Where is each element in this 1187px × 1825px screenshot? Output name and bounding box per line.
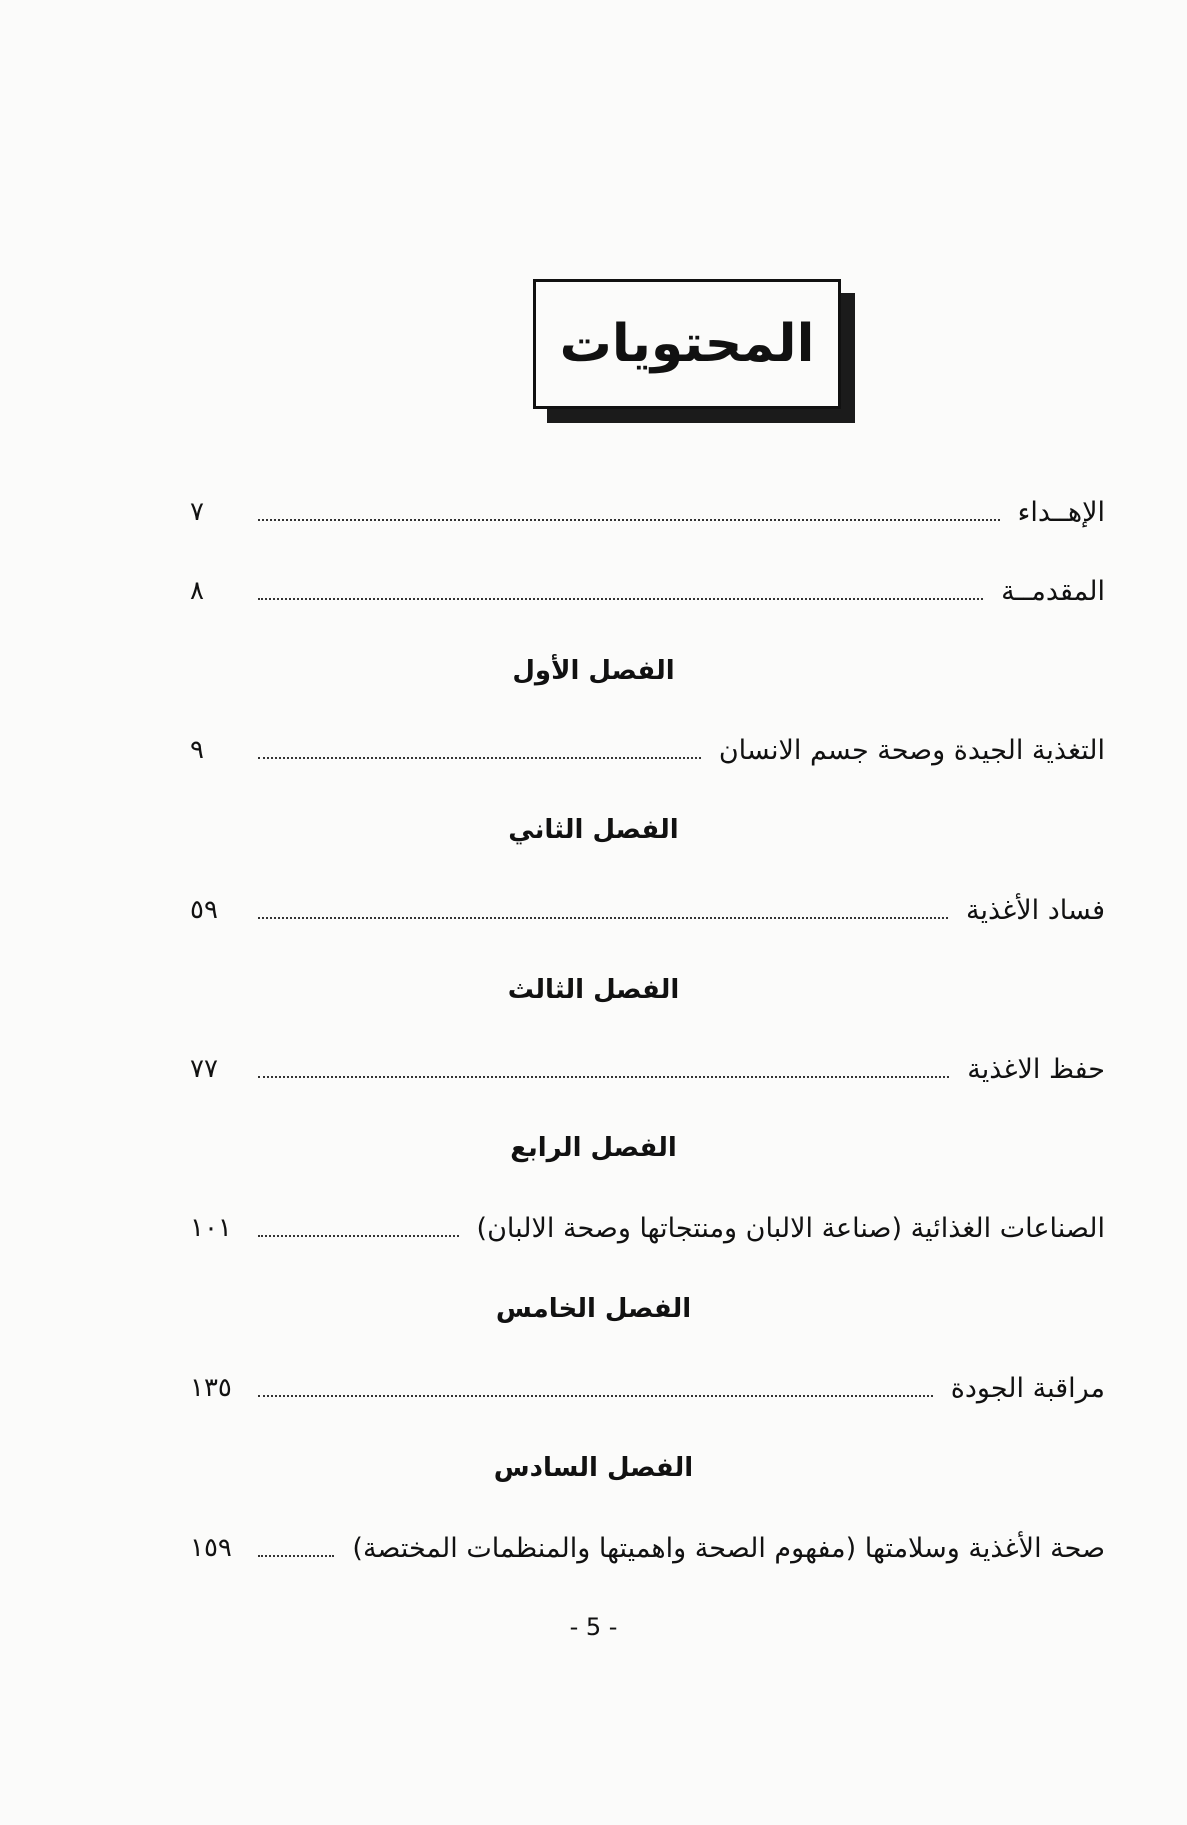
toc-entry-page: ٧	[190, 497, 204, 527]
toc-entry-chapter-4[interactable]	[190, 1203, 1105, 1253]
toc-dot-leader	[258, 917, 948, 919]
toc-entry-page: ١٣٥	[190, 1373, 232, 1403]
chapter-heading-2: الفصل الثاني	[508, 815, 679, 845]
toc-entry-title: الصناعات الغذائية (صناعة الالبان ومنتجاتها وصحة الالبان)	[476, 1212, 1105, 1244]
toc-entry-title: التغذية الجيدة وصحة جسم الانسان	[718, 734, 1105, 766]
toc-entry-chapter-1[interactable]	[190, 725, 1105, 775]
toc-entry-chapter-5[interactable]	[190, 1363, 1105, 1413]
chapter-heading-1: الفصل الأول	[512, 656, 675, 686]
contents-title-box	[533, 279, 841, 409]
toc-entry-title: صحة الأغذية وسلامتها (مفهوم الصحة واهميتها والمنظمات المختصة)	[352, 1532, 1105, 1564]
toc-entry-chapter-2[interactable]	[190, 885, 1105, 935]
toc-entry-title: فساد الأغذية	[965, 894, 1105, 926]
toc-dot-leader	[258, 1076, 949, 1078]
toc-dot-leader	[258, 757, 701, 759]
toc-dot-leader	[258, 598, 983, 600]
toc-entry-page: ٨	[190, 576, 204, 606]
toc-entry-title: المقدمــة	[1001, 575, 1105, 607]
toc-entry-title: حفظ الاغذية	[967, 1053, 1105, 1085]
toc-dot-leader	[258, 519, 1000, 521]
toc-entry-page: ٩	[190, 735, 204, 765]
page-number: - 5 -	[569, 1613, 618, 1641]
toc-entry-introduction[interactable]	[190, 566, 1105, 616]
chapter-heading-3: الفصل الثالث	[507, 975, 680, 1005]
toc-dot-leader	[258, 1235, 459, 1237]
toc-entry-chapter-3[interactable]	[190, 1044, 1105, 1094]
toc-entry-page: ١٠١	[190, 1213, 232, 1243]
toc-entry-title: الإهــداء	[1017, 496, 1105, 528]
toc-dot-leader	[258, 1395, 933, 1397]
toc-entry-chapter-6[interactable]	[190, 1523, 1105, 1573]
page-title: المحتويات	[559, 314, 815, 374]
toc-entry-title: مراقبة الجودة	[950, 1372, 1105, 1404]
toc-entry-dedication[interactable]	[190, 487, 1105, 537]
toc-entry-page: ٥٩	[190, 895, 218, 925]
toc-entry-page: ١٥٩	[190, 1533, 232, 1563]
title-box-frame	[533, 279, 841, 409]
toc-dot-leader	[258, 1555, 334, 1557]
chapter-heading-5: الفصل الخامس	[495, 1294, 692, 1324]
toc-entry-page: ٧٧	[190, 1054, 218, 1084]
chapter-heading-4: الفصل الرابع	[510, 1133, 677, 1163]
chapter-heading-6: الفصل السادس	[493, 1453, 694, 1483]
